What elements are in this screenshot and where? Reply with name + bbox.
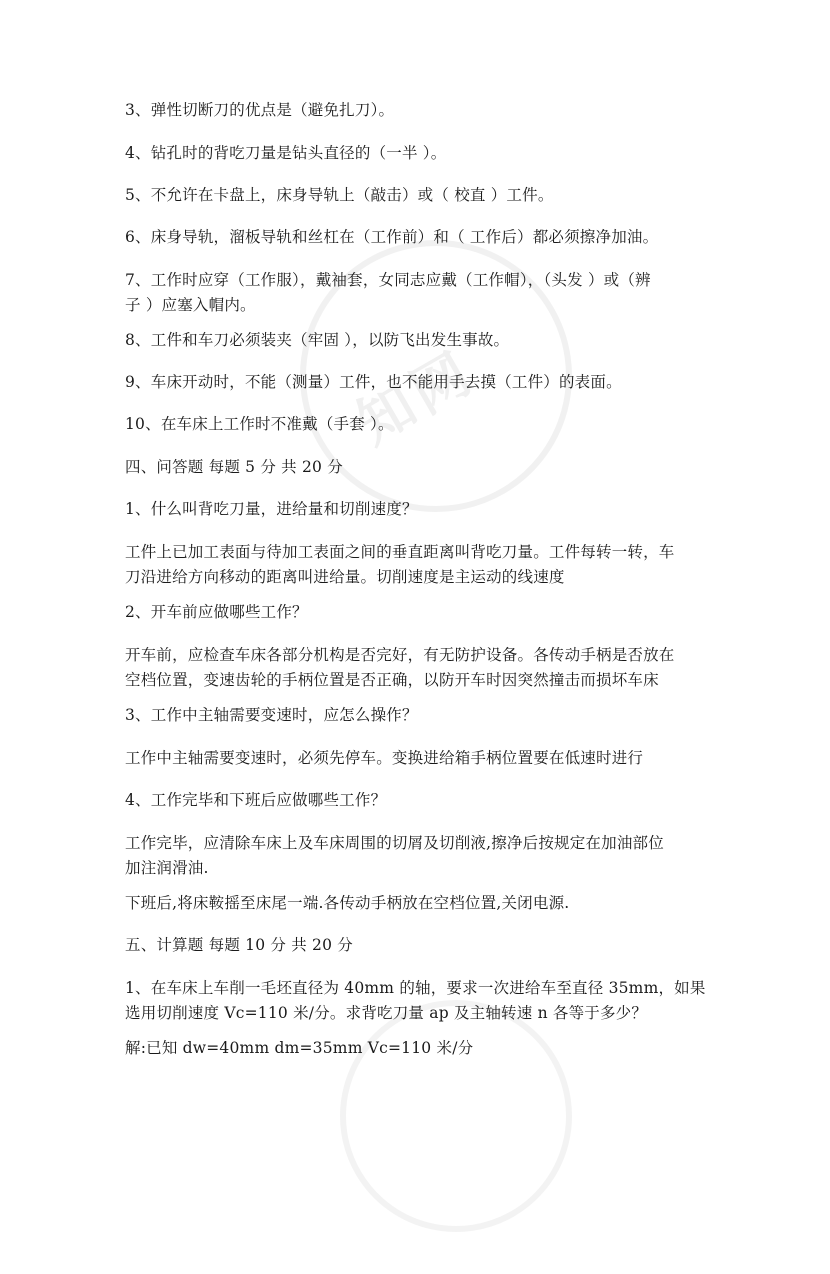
watermark-text: 知网	[346, 339, 487, 458]
answer-1-line2: 刀沿进给方向移动的距离叫进给量。切削速度是主运动的线速度	[125, 568, 565, 586]
calc-solution-given: 解:已知 dw=40mm dm=35mm Vc=110 米/分	[125, 1039, 474, 1057]
answer-1-line1: 工件上已加工表面与待加工表面之间的垂直距离叫背吃刀量。工件每转一转，车	[125, 543, 675, 561]
fill-blank-item-10: 10、在车床上工作时不准戴（手套 ）。	[125, 415, 394, 433]
section-heading-qa: 四、问答题 每题 5 分 共 20 分	[125, 458, 343, 476]
calc-question-1-line1: 1、在车床上车削一毛坯直径为 40mm 的轴，要求一次进给车至直径 35mm，如果	[125, 979, 706, 997]
answer-2-line1: 开车前，应检查车床各部分机构是否完好，有无防护设备。各传动手柄是否放在	[125, 646, 675, 664]
fill-blank-item-9: 9、车床开动时，不能（测量）工件，也不能用手去摸（工件）的表面。	[125, 373, 622, 391]
question-3: 3、工作中主轴需要变速时，应怎么操作？	[125, 706, 418, 724]
fill-blank-item-8: 8、工件和车刀必须装夹（牢固 ），以防飞出发生事故。	[125, 331, 510, 349]
fill-blank-item-7-line1: 7、工作时应穿（工作服），戴袖套，女同志应戴（工作帽），（头发 ）或（辨	[125, 271, 651, 289]
fill-blank-item-7-line2: 子 ）应塞入帽内。	[125, 296, 256, 314]
answer-4-line1: 工作完毕，应清除车床上及车床周围的切屑及切削液,擦净后按规定在加油部位	[125, 834, 664, 852]
answer-4-line2: 加注润滑油.	[125, 859, 209, 877]
question-1: 1、什么叫背吃刀量，进给量和切削速度？	[125, 500, 418, 518]
answer-2-line2: 空档位置，变速齿轮的手柄位置是否正确，以防开车时因突然撞击而损坏车床	[125, 671, 659, 689]
calc-question-1-line2: 选用切削速度 Vc=110 米/分。求背吃刀量 ap 及主轴转速 n 各等于多少？	[125, 1004, 648, 1022]
fill-blank-item-6: 6、床身导轨，溜板导轨和丝杠在（工作前）和（ 工作后）都必须擦净加油。	[125, 228, 659, 246]
section-heading-calc: 五、计算题 每题 10 分 共 20 分	[125, 936, 354, 954]
fill-blank-item-4: 4、钻孔时的背吃刀量是钻头直径的（一半 ）。	[125, 144, 447, 162]
fill-blank-item-3: 3、弹性切断刀的优点是（避免扎刀）。	[125, 101, 395, 119]
question-4: 4、工作完毕和下班后应做哪些工作？	[125, 791, 387, 809]
fill-blank-item-5: 5、不允许在卡盘上，床身导轨上（敲击）或（ 校直 ）工件。	[125, 186, 554, 204]
answer-4-line3: 下班后,将床鞍摇至床尾一端.各传动手柄放在空档位置,关闭电源.	[125, 894, 570, 912]
answer-3: 工作中主轴需要变速时，必须先停车。变换进给箱手柄位置要在低速时进行	[125, 749, 644, 767]
question-2: 2、开车前应做哪些工作？	[125, 603, 308, 621]
